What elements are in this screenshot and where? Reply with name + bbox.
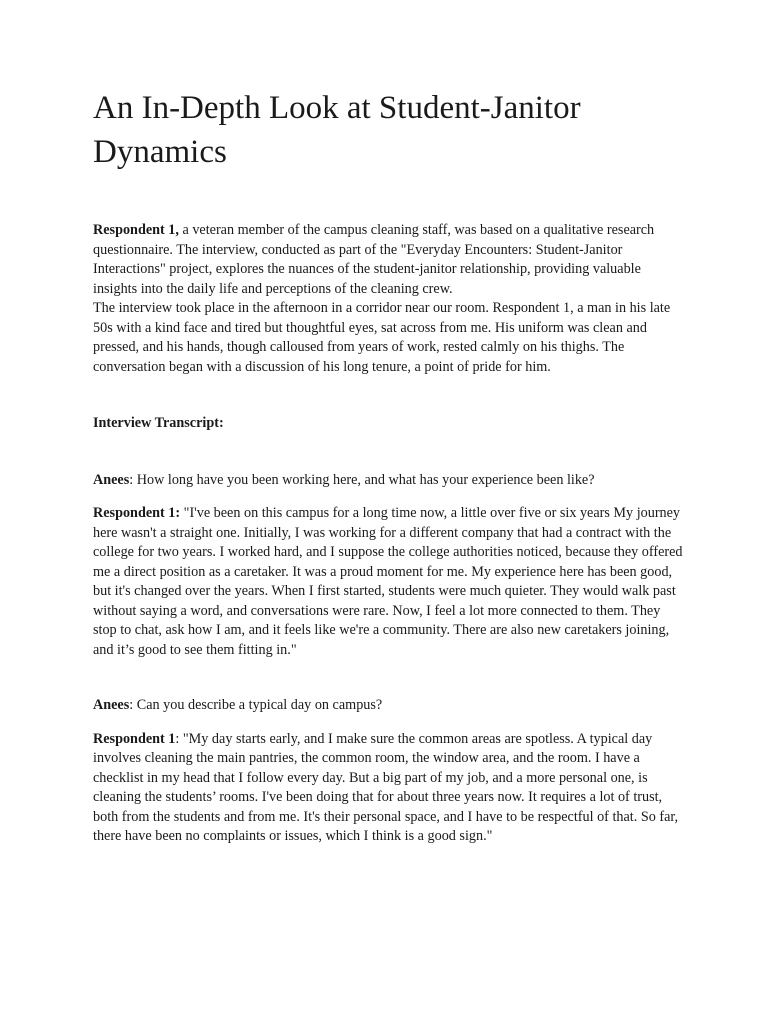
question-1 (93, 471, 683, 491)
transcript-heading: Interview Transcript: (93, 415, 224, 431)
question-2-text: : Can you describe a typical day on campus? (129, 697, 383, 713)
question-2-speaker: Anees (93, 697, 130, 713)
document-page (93, 86, 683, 847)
intro-text-setting: The interview took place in the afternoon in a corridor near our room. Respondent 1, a man in his late 50s with a kind face and tired but thoughtful eyes, sat across from me. His uniform was clean and pressed, and his hands, though calloused from years of work, rested calmly on his thighs. The conversation began with a discussion of his long tenure, a point of pride for him. (93, 300, 671, 375)
answer-1-text: "I've been on this campus for a long time now, a little over five or six years My journey here wasn't a straight one. Initially, I was working for a different company that had a contract with the college for two years. I worked hard, and I suppose the college authorities noticed, because they offered me a direct position as a caretaker. It was a proud moment for me. My experience here has been good, but it's changed over the years. When I first started, students were much quieter. They would walk past without saying a word, and conversations were rare. Now, I feel a lot more connected to them. They stop to chat, ask how I am, and it feels like we're a community. There are also new caretakers joining, and it’s good to see them fitting in." (93, 505, 683, 658)
intro-paragraph (93, 221, 683, 377)
answer-2 (93, 730, 683, 847)
intro-text: a veteran member of the campus cleaning staff, was based on a qualitative research questionnaire. The interview, conducted as part of the "Everyday Encounters: Student-Janitor Interactions" project, explores the nuances of the student-janitor relationship, providing valuable insights into the daily life and perceptions of the cleaning crew. (93, 222, 655, 297)
question-1-text: : How long have you been working here, and what has your experience been like? (129, 471, 595, 488)
intro-respondent-label: Respondent 1, (93, 222, 179, 238)
question-2 (93, 696, 683, 716)
question-1-speaker: Anees (93, 471, 130, 488)
answer-1 (93, 504, 683, 660)
answer-2-text: : "My day starts early, and I make sure the common areas are spotless. A typical day involves cleaning the main pantries, the common room, the window area, and the room. I have a checklist in my head that I follow every day. But a big part of my job, and a more personal one, is cleaning the students’ rooms. I've been doing that for about three years now. It requires a lot of trust, both from the students and from me. It's their personal space, and I have to be respectful of that. So far, there have been no complaints or issues, which I think is a good sign." (93, 730, 679, 844)
answer-1-speaker: Respondent 1: (93, 505, 181, 521)
answer-2-speaker: Respondent 1 (93, 730, 176, 747)
page-title: An In-Depth Look at Student-Janitor Dynamics (93, 90, 581, 170)
